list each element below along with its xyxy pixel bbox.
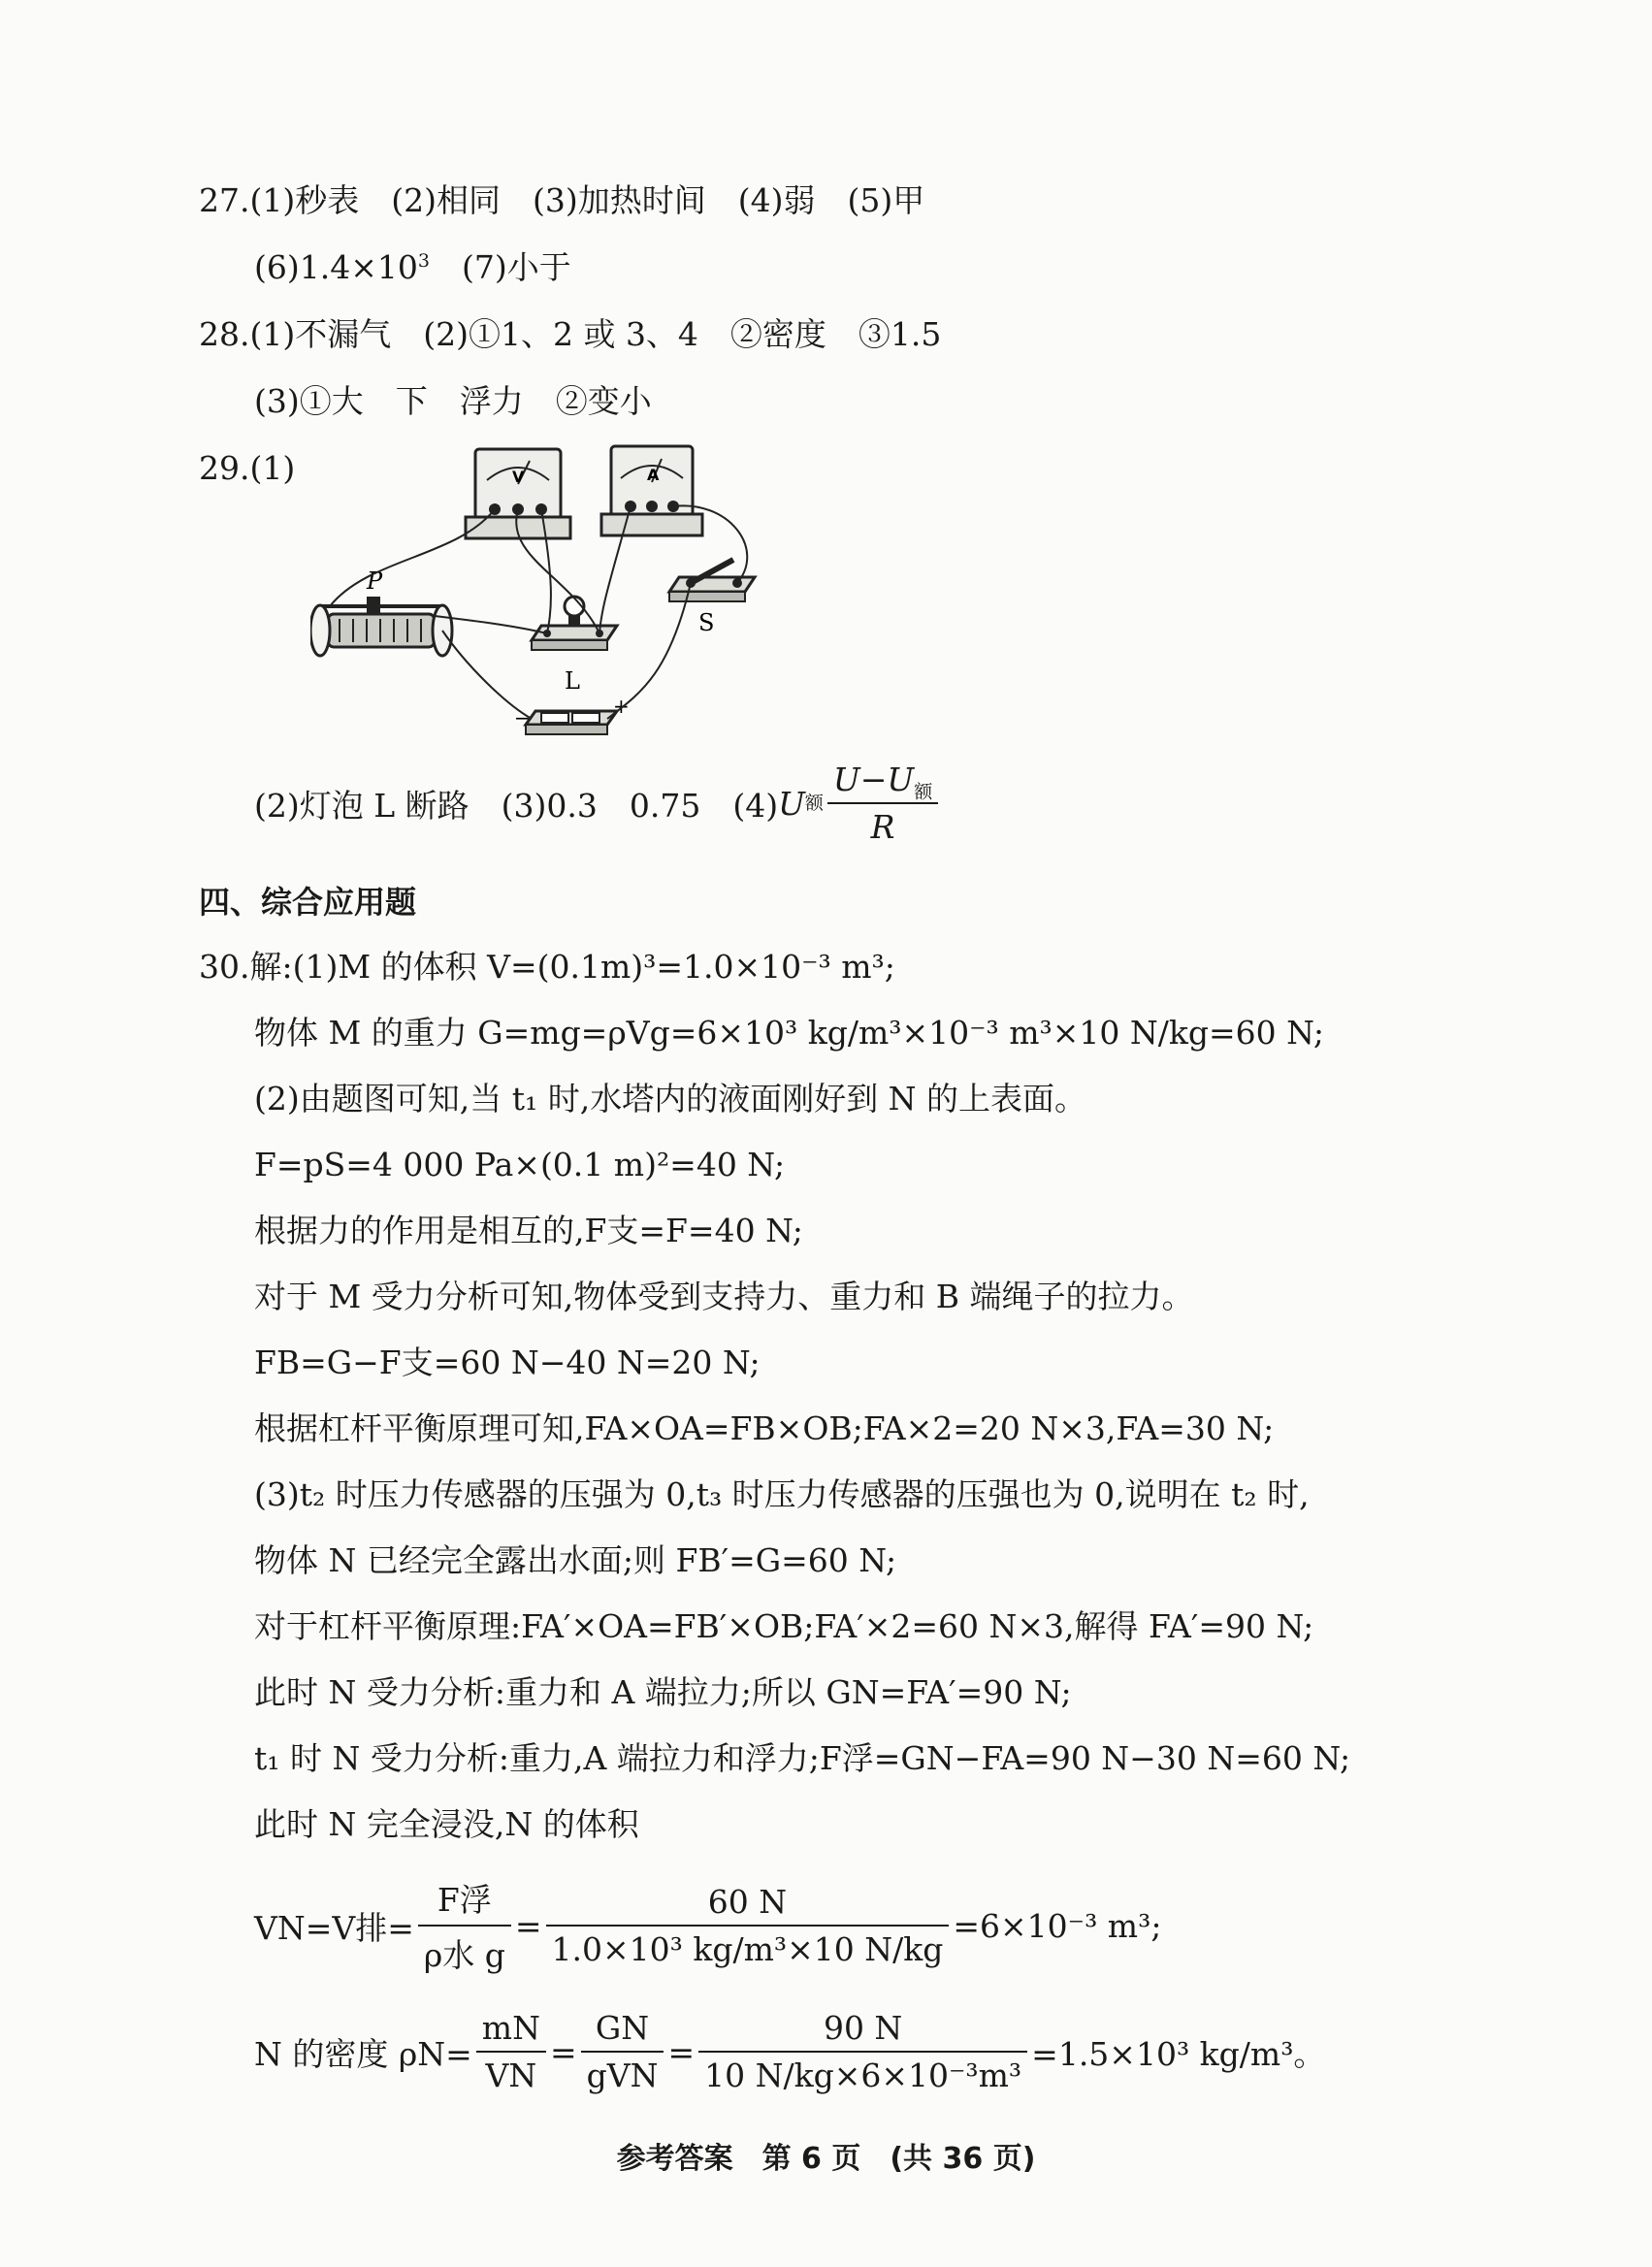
formula2-fraction-b [581,2009,664,2094]
q30-line13: t₁ 时 N 受力分析:重力,A 端拉力和浮力;F浮=GN−FA=90 N−30 N=60 N; [254,1739,1351,1777]
q30-line8: 根据杠杆平衡原理可知,FA×OA=FB×OB;FA×2=20 N×3,FA=30 N; [254,1409,1275,1447]
q27-line1: 27.(1)秒表 (2)相同 (3)加热时间 (4)弱 (5)甲 [199,181,925,219]
q30-line10: 物体 N 已经完全露出水面;则 FB′=G=60 N; [254,1541,897,1579]
switch-letter: S [698,609,715,636]
q29-fraction [827,761,938,846]
q30-formula-volume [254,1867,1161,1984]
q30-line9: (3)t₂ 时压力传感器的压强为 0,t₃ 时压力传感器的压强也为 0,说明在 t₂ 时, [254,1475,1310,1513]
q29-numerator [827,761,938,802]
q27-answer-7: (7)小于 [429,248,571,286]
q30-line14: 此时 N 完全浸没,N 的体积 [254,1805,639,1843]
formula2-den-a: VN [476,2051,546,2094]
q29-u: U [778,784,805,823]
formula2-num-a: mN [481,2009,540,2047]
q30-line12: 此时 N 受力分析:重力和 A 端拉力;所以 GN=FA′=90 N; [254,1673,1072,1711]
section-title: 四、综合应用题 [199,884,417,921]
q29-answers: (2)灯泡 L 断路 (3)0.3 0.75 (4) [254,786,779,825]
formula2-fraction-a [476,2009,546,2094]
q29-num-u2: U [887,761,915,798]
q27-exponent: 3 [417,250,430,272]
formula1-den-b: 1.0×10³ kg/m³×10 N/kg [546,1925,950,1968]
battery-negative: − [514,706,531,729]
formula1-result: =6×10⁻³ m³; [953,1906,1162,1945]
q27-line2 [254,248,571,287]
voltmeter-letter: V [512,468,525,486]
formula1-equals: = [514,1906,542,1945]
ammeter-letter: A [647,466,660,484]
formula2-den-c: 10 N/kg×6×10⁻³m³ [698,2051,1027,2094]
formula1-fraction-b [546,1883,950,1968]
circuit-diagram [310,441,776,752]
voltmeter [466,449,570,538]
formula1-fraction-a [418,1875,511,1976]
q30-line2: 物体 M 的重力 G=mg=ρVg=6×10³ kg/m³×10⁻³ m³×10 N/kg=60 N; [254,1014,1324,1052]
formula1-lhs: VN=V排= [254,1908,414,1947]
switch [669,560,755,636]
q28-line1: 28.(1)不漏气 (2)①1、2 或 3、4 ②密度 ③1.5 [199,315,942,353]
rheostat [310,567,452,656]
q29-minus: − [859,761,888,798]
formula1-den-a: ρ水 g [418,1925,511,1976]
formula2-equals-b: = [667,2032,696,2071]
q29-r: R [870,808,895,846]
formula2-num-b: GN [595,2009,650,2047]
page-footer: 参考答案 第 6 页 (共 36 页) [616,2142,1036,2176]
q30-formula-density [254,1993,1325,2110]
q30-line1: 30.解:(1)M 的体积 V=(0.1m)³=1.0×10⁻³ m³; [199,948,895,986]
formula2-lhs: N 的密度 ρN= [254,2034,472,2073]
formula2-num-c: 90 N [823,2009,903,2047]
formula2-fraction-c [698,2009,1027,2094]
q30-line4: F=pS=4 000 Pa×(0.1 m)²=40 N; [254,1146,786,1183]
q30-line11: 对于杠杆平衡原理:FA′×OA=FB′×OB;FA′×2=60 N×3,解得 FA′=90 N; [254,1607,1314,1645]
ammeter [601,446,702,535]
q30-line3: (2)由题图可知,当 t₁ 时,水塔内的液面刚好到 N 的上表面。 [254,1080,1087,1117]
q27-answer-6: (6)1.4×10 [254,248,418,286]
formula1-num-b: 60 N [707,1883,788,1921]
formula2-result: =1.5×10³ kg/m³。 [1031,2034,1326,2073]
q29-label: 29.(1) [199,449,296,487]
q30-line6: 对于 M 受力分析可知,物体受到支持力、重力和 B 端绳子的拉力。 [254,1278,1194,1315]
formula2-den-b: gVN [581,2051,664,2094]
q29-line2: (2)灯泡 L 断路 (3)0.3 0.75 (4) U 额 $\frac{U-U_额}{R}$ [254,755,942,852]
formula2-equals-a: = [549,2032,577,2071]
q29-num-u: U [832,761,860,798]
q29-denominator [827,802,938,846]
q29-num-subscript: 额 [914,781,933,803]
q28-line2: (3)①大 下 浮力 ②变小 [254,382,652,420]
slider-letter: P [367,567,383,595]
q30-line7: FB=G−F支=60 N−40 N=20 N; [254,1344,761,1381]
battery-positive: + [613,695,630,718]
q30-line5: 根据力的作用是相互的,F支=F=40 N; [254,1212,803,1249]
lamp-letter: L [565,667,580,695]
lamp [532,597,617,695]
formula1-num-a: F浮 [437,1881,492,1919]
